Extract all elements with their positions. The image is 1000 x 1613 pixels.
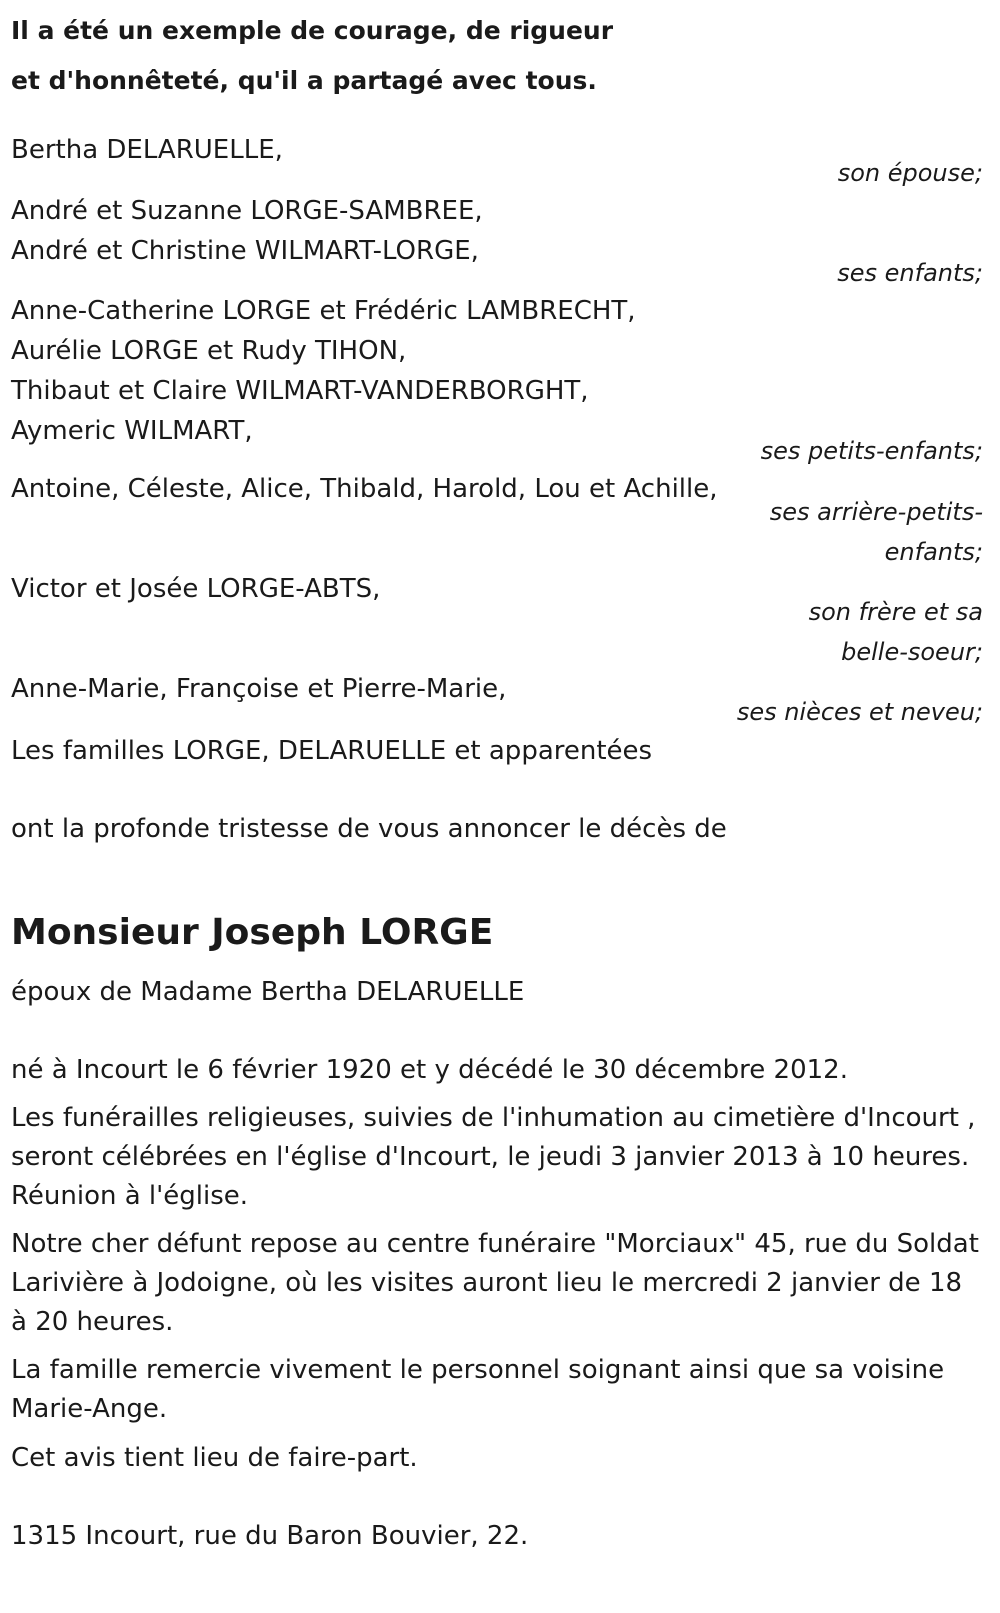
family-name-line: André et Suzanne LORGE-SAMBREE, [11, 196, 483, 226]
spouse-line: époux de Madame Bertha DELARUELLE [11, 977, 525, 1007]
family-name-line: Thibaut et Claire WILMART-VANDERBORGHT, [11, 376, 589, 406]
epitaph [11, 6, 771, 106]
family-group-spouse [11, 130, 991, 187]
family-name-line: Anne-Catherine LORGE et Frédéric LAMBRECHT, [11, 296, 636, 326]
family-name-line: Aurélie LORGE et Rudy TIHON, [11, 336, 407, 366]
family-group-children [11, 191, 991, 287]
announcement: ont la profonde tristesse de vous annoncer le décès de [11, 814, 727, 844]
family-relation: ses nièces et neveu; [736, 698, 983, 726]
family-group-great-grandchildren [11, 469, 991, 566]
visitation-details: Notre cher défunt repose au centre funéraire "Morciaux" 45, rue du Soldat Larivière à Jodoigne, où les visites auront lieu le mercredi 2 janvier de 18 à 20 heures. [11, 1229, 979, 1337]
deceased-name: Monsieur Joseph LORGE [11, 912, 494, 953]
thanks: La famille remercie vivement le personnel soignant ainsi que sa voisine Marie-Ange. [11, 1355, 945, 1424]
notice: Cet avis tient lieu de faire-part. [11, 1443, 418, 1473]
family-relation: ses petits-enfants; [760, 437, 983, 465]
funeral-details: Les funérailles religieuses, suivies de l'inhumation au cimetière d'Incourt , seront célébrées en l'église d'Incourt, le jeudi 3 janvier 2013 à 10 heures. Réunion à l'église. [11, 1103, 976, 1211]
address: 1315 Incourt, rue du Baron Bouvier, 22. [11, 1521, 529, 1551]
family-group-nieces [11, 669, 991, 726]
family-name-line: Antoine, Céleste, Alice, Thibald, Harold, Lou et Achille, [11, 474, 718, 504]
family-name-line: Aymeric WILMART, [11, 416, 253, 446]
family-name-line: Anne-Marie, Françoise et Pierre-Marie, [11, 674, 507, 704]
family-relation: ses arrière-petits- enfants; [769, 498, 983, 566]
family-relation: son épouse; [837, 159, 983, 187]
family-name-line: André et Christine WILMART-LORGE, [11, 236, 479, 266]
family-relation: son frère et sa belle-soeur; [808, 598, 983, 666]
birth-death: né à Incourt le 6 février 1920 et y décédé le 30 décembre 2012. [11, 1055, 848, 1085]
family-group-grandchildren [11, 291, 991, 465]
family-name-line: Victor et Josée LORGE-ABTS, [11, 574, 381, 604]
family-group-siblings [11, 569, 991, 666]
family-name-line: Les familles LORGE, DELARUELLE et apparentées [11, 736, 653, 766]
family-relation: ses enfants; [837, 259, 983, 287]
family-name-line: Bertha DELARUELLE, [11, 135, 283, 165]
epitaph-line-1: Il a été un exemple de courage, de rigueur [11, 16, 614, 45]
epitaph-line-2: et d'honnêteté, qu'il a partagé avec tous. [11, 66, 597, 95]
family-group-relatives [11, 731, 991, 771]
